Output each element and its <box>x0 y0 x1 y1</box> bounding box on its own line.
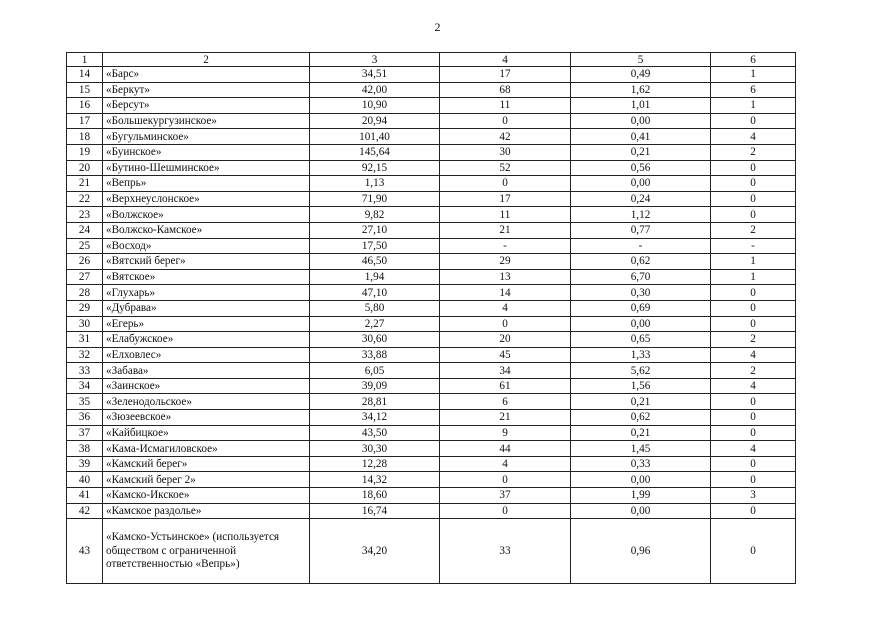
area-value: 47,10 <box>310 285 440 301</box>
hunting-ground-name: «Волжское» <box>103 207 310 223</box>
hunting-ground-name: «Дубрава» <box>103 300 310 316</box>
density-value: 0,77 <box>571 222 711 238</box>
table-row <box>67 472 796 488</box>
area-value: 42,00 <box>310 82 440 98</box>
area-value: 101,40 <box>310 129 440 145</box>
density-value: 6,70 <box>571 269 711 285</box>
table-row <box>67 410 796 426</box>
hunting-ground-name: «Барс» <box>103 67 310 83</box>
hunting-ground-name: «Глухарь» <box>103 285 310 301</box>
row-number: 19 <box>67 144 103 160</box>
row-number: 24 <box>67 222 103 238</box>
row-number: 38 <box>67 441 103 457</box>
table-row <box>67 82 796 98</box>
hunting-ground-name: «Елабужское» <box>103 332 310 348</box>
table-row <box>67 300 796 316</box>
area-value: 30,60 <box>310 332 440 348</box>
hunting-ground-name: «Камско-Устьинское» (используется обществом с ограниченной ответственностью «Вепрь») <box>103 519 310 584</box>
density-value: - <box>571 238 711 254</box>
row-number: 30 <box>67 316 103 332</box>
table-row <box>67 503 796 519</box>
hunting-ground-name: «Заинское» <box>103 378 310 394</box>
table-row <box>67 98 796 114</box>
quota-value: 0 <box>711 160 796 176</box>
density-value: 0,00 <box>571 113 711 129</box>
density-value: 0,65 <box>571 332 711 348</box>
area-value: 71,90 <box>310 191 440 207</box>
quota-value: 0 <box>711 176 796 192</box>
table-row <box>67 394 796 410</box>
hunting-ground-name: «Верхнеуслонское» <box>103 191 310 207</box>
quota-value: 0 <box>711 113 796 129</box>
row-number: 27 <box>67 269 103 285</box>
quota-value: 1 <box>711 98 796 114</box>
table-row <box>67 238 796 254</box>
hunting-ground-name: «Бугульминское» <box>103 129 310 145</box>
quota-value: 0 <box>711 191 796 207</box>
hunting-ground-name: «Большекургузинское» <box>103 113 310 129</box>
quota-value: 2 <box>711 222 796 238</box>
row-number: 15 <box>67 82 103 98</box>
density-value: 0,96 <box>571 519 711 584</box>
count-value: 61 <box>440 378 571 394</box>
row-number: 25 <box>67 238 103 254</box>
area-value: 34,51 <box>310 67 440 83</box>
hunting-ground-name: «Волжско-Камское» <box>103 222 310 238</box>
row-number: 35 <box>67 394 103 410</box>
table-row <box>67 425 796 441</box>
row-number: 26 <box>67 254 103 270</box>
area-value: 34,20 <box>310 519 440 584</box>
density-value: 0,56 <box>571 160 711 176</box>
table-row <box>67 113 796 129</box>
area-value: 46,50 <box>310 254 440 270</box>
row-number: 42 <box>67 503 103 519</box>
row-number: 39 <box>67 456 103 472</box>
table-row <box>67 129 796 145</box>
area-value: 17,50 <box>310 238 440 254</box>
quota-value: 0 <box>711 472 796 488</box>
count-value: 44 <box>440 441 571 457</box>
quota-value: 0 <box>711 207 796 223</box>
density-value: 0,69 <box>571 300 711 316</box>
hunting-ground-name: «Зеленодольское» <box>103 394 310 410</box>
table-row <box>67 254 796 270</box>
density-value: 0,00 <box>571 176 711 192</box>
table-row <box>67 347 796 363</box>
hunting-ground-name: «Кама-Исмагиловское» <box>103 441 310 457</box>
row-number: 22 <box>67 191 103 207</box>
density-value: 0,21 <box>571 425 711 441</box>
density-value: 1,12 <box>571 207 711 223</box>
quota-value: 0 <box>711 410 796 426</box>
hunting-ground-name: «Камский берег 2» <box>103 472 310 488</box>
quota-value: 0 <box>711 503 796 519</box>
row-number: 33 <box>67 363 103 379</box>
hunting-ground-name: «Камское раздолье» <box>103 503 310 519</box>
table-row <box>67 207 796 223</box>
density-value: 1,99 <box>571 488 711 504</box>
row-number: 21 <box>67 176 103 192</box>
area-value: 16,74 <box>310 503 440 519</box>
column-header: 3 <box>310 53 440 67</box>
count-value: 21 <box>440 222 571 238</box>
column-header: 4 <box>440 53 571 67</box>
quota-value: - <box>711 238 796 254</box>
area-value: 30,30 <box>310 441 440 457</box>
table-row <box>67 332 796 348</box>
area-value: 1,13 <box>310 176 440 192</box>
density-value: 1,56 <box>571 378 711 394</box>
area-value: 92,15 <box>310 160 440 176</box>
row-number: 16 <box>67 98 103 114</box>
hunting-ground-name: «Берсут» <box>103 98 310 114</box>
quota-value: 0 <box>711 394 796 410</box>
quota-value: 6 <box>711 82 796 98</box>
count-value: 14 <box>440 285 571 301</box>
quota-value: 0 <box>711 316 796 332</box>
area-value: 10,90 <box>310 98 440 114</box>
table-header-row <box>67 53 796 67</box>
area-value: 6,05 <box>310 363 440 379</box>
table-row <box>67 222 796 238</box>
column-header: 2 <box>103 53 310 67</box>
density-value: 0,62 <box>571 254 711 270</box>
quota-value: 3 <box>711 488 796 504</box>
hunting-ground-name: «Бутино-Шешминское» <box>103 160 310 176</box>
row-number: 17 <box>67 113 103 129</box>
count-value: 37 <box>440 488 571 504</box>
hunting-ground-name: «Вепрь» <box>103 176 310 192</box>
density-value: 0,21 <box>571 144 711 160</box>
count-value: 0 <box>440 503 571 519</box>
quota-value: 0 <box>711 456 796 472</box>
quota-value: 0 <box>711 425 796 441</box>
table-row <box>67 441 796 457</box>
count-value: 0 <box>440 316 571 332</box>
count-value: 11 <box>440 207 571 223</box>
count-value: 0 <box>440 472 571 488</box>
table-row <box>67 176 796 192</box>
count-value: 68 <box>440 82 571 98</box>
row-number: 31 <box>67 332 103 348</box>
area-value: 5,80 <box>310 300 440 316</box>
hunting-ground-name: «Вятское» <box>103 269 310 285</box>
row-number: 29 <box>67 300 103 316</box>
page-number: 2 <box>434 20 441 34</box>
area-value: 14,32 <box>310 472 440 488</box>
quota-value: 1 <box>711 67 796 83</box>
count-value: 6 <box>440 394 571 410</box>
row-number: 20 <box>67 160 103 176</box>
quota-value: 4 <box>711 441 796 457</box>
density-value: 0,33 <box>571 456 711 472</box>
quota-value: 4 <box>711 347 796 363</box>
table-row <box>67 363 796 379</box>
density-value: 0,00 <box>571 316 711 332</box>
density-value: 0,41 <box>571 129 711 145</box>
density-value: 1,62 <box>571 82 711 98</box>
count-value: 20 <box>440 332 571 348</box>
table-row <box>67 519 796 584</box>
count-value: 9 <box>440 425 571 441</box>
hunting-ground-name: «Беркут» <box>103 82 310 98</box>
hunting-ground-name: «Забава» <box>103 363 310 379</box>
table-row <box>67 316 796 332</box>
area-value: 33,88 <box>310 347 440 363</box>
table-row <box>67 456 796 472</box>
density-value: 0,00 <box>571 503 711 519</box>
count-value: 17 <box>440 191 571 207</box>
area-value: 34,12 <box>310 410 440 426</box>
row-number: 32 <box>67 347 103 363</box>
hunting-ground-name: «Камско-Икское» <box>103 488 310 504</box>
column-header: 6 <box>711 53 796 67</box>
area-value: 20,94 <box>310 113 440 129</box>
density-value: 0,24 <box>571 191 711 207</box>
row-number: 36 <box>67 410 103 426</box>
hunting-ground-name: «Восход» <box>103 238 310 254</box>
area-value: 2,27 <box>310 316 440 332</box>
table-row <box>67 269 796 285</box>
area-value: 12,28 <box>310 456 440 472</box>
area-value: 9,82 <box>310 207 440 223</box>
density-value: 0,30 <box>571 285 711 301</box>
row-number: 14 <box>67 67 103 83</box>
row-number: 18 <box>67 129 103 145</box>
quota-value: 1 <box>711 254 796 270</box>
density-value: 0,49 <box>571 67 711 83</box>
hunting-ground-name: «Егерь» <box>103 316 310 332</box>
area-value: 27,10 <box>310 222 440 238</box>
count-value: 11 <box>440 98 571 114</box>
count-value: 13 <box>440 269 571 285</box>
hunting-ground-name: «Зюзеевское» <box>103 410 310 426</box>
quota-value: 4 <box>711 129 796 145</box>
count-value: 17 <box>440 67 571 83</box>
quota-value: 2 <box>711 363 796 379</box>
count-value: 4 <box>440 300 571 316</box>
table-row <box>67 378 796 394</box>
column-header: 5 <box>571 53 711 67</box>
density-value: 0,21 <box>571 394 711 410</box>
row-number: 23 <box>67 207 103 223</box>
count-value: 34 <box>440 363 571 379</box>
row-number: 28 <box>67 285 103 301</box>
quota-value: 2 <box>711 332 796 348</box>
count-value: 33 <box>440 519 571 584</box>
table-row <box>67 160 796 176</box>
area-value: 43,50 <box>310 425 440 441</box>
area-value: 39,09 <box>310 378 440 394</box>
quota-value: 4 <box>711 378 796 394</box>
area-value: 145,64 <box>310 144 440 160</box>
count-value: 0 <box>440 113 571 129</box>
table-row <box>67 488 796 504</box>
area-value: 28,81 <box>310 394 440 410</box>
row-number: 37 <box>67 425 103 441</box>
quota-value: 0 <box>711 519 796 584</box>
quota-value: 1 <box>711 269 796 285</box>
count-value: 30 <box>440 144 571 160</box>
quota-value: 0 <box>711 285 796 301</box>
count-value: 0 <box>440 176 571 192</box>
density-value: 5,62 <box>571 363 711 379</box>
hunting-ground-name: «Камский берег» <box>103 456 310 472</box>
density-value: 1,01 <box>571 98 711 114</box>
density-value: 0,62 <box>571 410 711 426</box>
count-value: 29 <box>440 254 571 270</box>
hunting-ground-name: «Елховлес» <box>103 347 310 363</box>
table-row <box>67 67 796 83</box>
area-value: 1,94 <box>310 269 440 285</box>
row-number: 40 <box>67 472 103 488</box>
table-row <box>67 285 796 301</box>
count-value: 52 <box>440 160 571 176</box>
hunting-ground-name: «Вятский берег» <box>103 254 310 270</box>
row-number: 34 <box>67 378 103 394</box>
density-value: 1,33 <box>571 347 711 363</box>
count-value: 45 <box>440 347 571 363</box>
column-header: 1 <box>67 53 103 67</box>
quota-value: 0 <box>711 300 796 316</box>
count-value: 42 <box>440 129 571 145</box>
hunting-grounds-table <box>66 52 796 584</box>
density-value: 0,00 <box>571 472 711 488</box>
row-number: 41 <box>67 488 103 504</box>
table-row <box>67 191 796 207</box>
area-value: 18,60 <box>310 488 440 504</box>
count-value: 4 <box>440 456 571 472</box>
hunting-ground-name: «Кайбицкое» <box>103 425 310 441</box>
hunting-ground-name: «Буинское» <box>103 144 310 160</box>
row-number: 43 <box>67 519 103 584</box>
table-row <box>67 144 796 160</box>
count-value: - <box>440 238 571 254</box>
count-value: 21 <box>440 410 571 426</box>
quota-value: 2 <box>711 144 796 160</box>
density-value: 1,45 <box>571 441 711 457</box>
